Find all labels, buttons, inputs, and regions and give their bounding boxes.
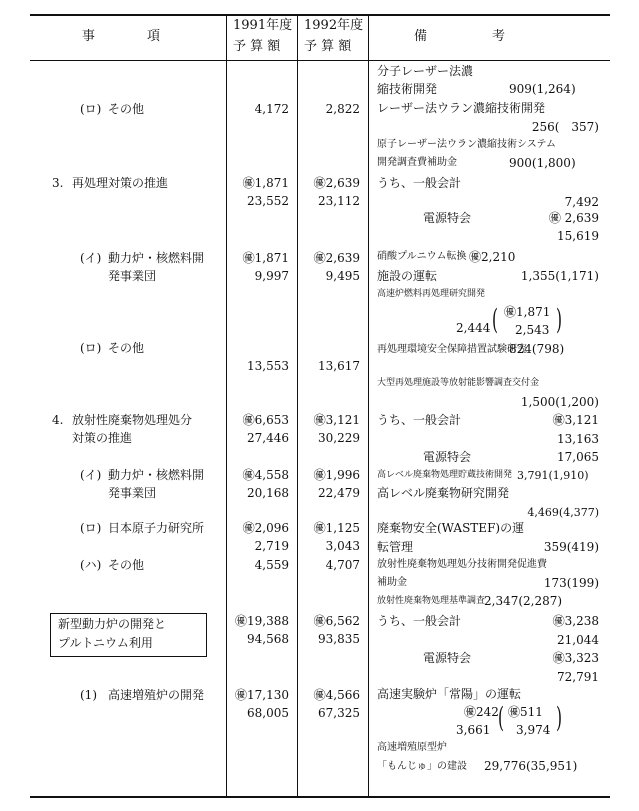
- note-text: 廃棄物安全(WASTEF)の運: [377, 521, 525, 535]
- item-label: その他: [108, 341, 145, 355]
- note-value: 1,355(1,171): [520, 269, 599, 283]
- note-text: 開発調査費補助金: [377, 157, 457, 168]
- note-text: 高速実験炉「常陽」の運転: [377, 687, 522, 701]
- value-1992-protected: ㊝2,639: [313, 176, 360, 190]
- value-1992-protected: ㊝1,125: [313, 521, 360, 535]
- note-value: 21,044: [557, 633, 599, 647]
- note-value: 17,065: [557, 450, 599, 464]
- note-text: 高速増殖原型炉: [377, 742, 447, 753]
- note-value: 359(419): [543, 540, 599, 554]
- value-1991: 9,997: [254, 269, 289, 283]
- note-text: 放射性廃棄物処理基準調査: [377, 596, 486, 606]
- note-value: 4,469(4,377): [527, 506, 599, 519]
- value-1991: 4,559: [254, 558, 289, 572]
- header-bottom-rule: [30, 60, 610, 61]
- note-text: 電源特会: [423, 651, 472, 665]
- note-text: 高レベル廃棄物研究開発: [377, 486, 510, 500]
- section-heading: 新型動力炉の開発と: [58, 617, 167, 631]
- value-1991: 2,719: [254, 539, 289, 553]
- note-value: 909(1,264): [509, 82, 576, 96]
- note-value-protected: ㊝511: [508, 705, 543, 719]
- value-1992: 2,822: [325, 102, 360, 116]
- note-text: 縮技術開発: [377, 82, 438, 96]
- item-mark: (ハ): [80, 558, 102, 572]
- value-1991-protected: ㊝17,130: [235, 688, 289, 702]
- value-1992-protected: ㊝6,562: [313, 614, 360, 628]
- value-1991-protected: ㊝6,653: [242, 413, 289, 427]
- note-text: 分子レーザー法濃: [377, 64, 474, 78]
- note-value: 1,500(1,200): [520, 395, 599, 409]
- note-value: 15,619: [557, 229, 599, 243]
- value-1992: 9,495: [325, 269, 360, 283]
- item-label: 発事業団: [108, 486, 157, 500]
- column-divider-notes: [368, 14, 369, 797]
- value-1991-protected: ㊝1,871: [242, 251, 289, 265]
- item-mark: (ロ): [80, 102, 102, 116]
- value-1991: 23,552: [247, 194, 289, 208]
- note-value: 7,492: [564, 195, 599, 209]
- note-value-protected: ㊝3,238: [552, 614, 599, 628]
- item-mark: (イ): [80, 251, 102, 265]
- bracket-open: (: [498, 701, 505, 734]
- note-text: 転管理: [377, 540, 414, 554]
- item-label: 発事業団: [108, 269, 157, 283]
- value-1992-protected: ㊝3,121: [313, 413, 360, 427]
- value-1991-protected: ㊝19,388: [235, 614, 289, 628]
- value-1991: 20,168: [247, 486, 289, 500]
- note-text: レーザー法ウラン濃縮技術開発: [377, 101, 546, 115]
- note-text: 再処理環境安全保障措置試験研究: [377, 344, 527, 355]
- value-1992: 93,835: [318, 632, 360, 646]
- note-value: 256( 357): [531, 120, 599, 134]
- note-value: ㊝ 2,639: [548, 211, 599, 225]
- note-value: 824(798): [509, 342, 565, 356]
- item-label: その他: [108, 102, 145, 116]
- note-text: 「もんじゅ」の建設: [377, 761, 467, 772]
- note-value: 3,661: [456, 723, 491, 737]
- item-mark: (1): [80, 688, 97, 702]
- note-text: 高レベル廃棄物処理貯蔵技術開発: [377, 470, 513, 480]
- note-value: 29,776(35,951): [484, 759, 578, 773]
- value-1992-protected: ㊝2,639: [313, 251, 360, 265]
- value-1991: 4,172: [254, 102, 289, 116]
- bracket-close: ): [556, 303, 563, 336]
- item-mark: 4.: [52, 413, 64, 427]
- note-value: 2,543: [515, 323, 550, 337]
- item-mark: (ロ): [80, 521, 102, 535]
- note-text: 原子レーザー法ウラン濃縮技術システム: [377, 139, 556, 150]
- value-1991: 94,568: [247, 632, 289, 646]
- note-value-protected: ㊝3,323: [552, 651, 599, 665]
- value-1991-protected: ㊝4,558: [242, 468, 289, 482]
- value-1992-protected: ㊝1,996: [313, 468, 360, 482]
- bracket-open: (: [492, 303, 499, 336]
- value-1991-protected: ㊝2,096: [242, 521, 289, 535]
- value-1992: 22,479: [318, 486, 360, 500]
- value-1991: 68,005: [247, 706, 289, 720]
- column-divider-1991: [226, 14, 227, 797]
- value-1992: 13,617: [318, 359, 360, 373]
- note-value: 3,791(1,910): [517, 469, 589, 482]
- note-value: 173(199): [543, 576, 599, 590]
- note-text: 施設の運転: [377, 269, 438, 283]
- item-label: 放射性廃棄物処理処分: [72, 413, 193, 427]
- note-text: 電源特会: [423, 211, 472, 225]
- value-1991-protected: ㊝1,871: [242, 176, 289, 190]
- note-value: 13,163: [557, 432, 599, 446]
- item-label: 対策の推進: [72, 431, 133, 445]
- header-notes: 備 考: [414, 29, 506, 44]
- column-divider-1992: [297, 14, 298, 797]
- value-1992: 3,043: [325, 539, 360, 553]
- item-mark: (イ): [80, 468, 102, 482]
- note-value: 72,791: [557, 670, 599, 684]
- item-mark: (ロ): [80, 341, 102, 355]
- table-top-rule: [30, 14, 610, 16]
- note-value: ㊝2,210: [469, 250, 516, 264]
- header-1991-line1: 1991年度: [233, 18, 293, 33]
- note-value-protected: ㊝242: [464, 705, 499, 719]
- note-text: うち、一般会計: [377, 614, 462, 628]
- header-1991-line2: 予 算 額: [233, 39, 281, 54]
- header-1992-line2: 予 算 額: [304, 39, 352, 54]
- note-value: 2,347(2,287): [484, 594, 563, 608]
- note-value: 3,974: [516, 723, 551, 737]
- value-1992: 4,707: [325, 558, 360, 572]
- item-label: 動力炉・核燃料開: [108, 468, 205, 482]
- value-1992-protected: ㊝4,566: [313, 688, 360, 702]
- item-label: 再処理対策の推進: [72, 176, 169, 190]
- note-text: 補助金: [377, 577, 407, 588]
- item-mark: 3.: [52, 176, 64, 190]
- note-text: 高速炉燃料再処理研究開発: [377, 289, 486, 299]
- header-1992-line1: 1992年度: [304, 18, 364, 33]
- note-text: 電源特会: [423, 450, 472, 464]
- value-1991: 13,553: [247, 359, 289, 373]
- item-label: その他: [108, 558, 145, 572]
- table-bottom-rule: [30, 796, 610, 798]
- note-text: うち、一般会計: [377, 413, 462, 427]
- section-heading: プルトニウム利用: [58, 636, 153, 650]
- value-1991: 27,446: [247, 431, 289, 445]
- note-value: 2,444: [456, 321, 491, 335]
- note-value: 900(1,800): [509, 156, 576, 170]
- value-1992: 23,112: [318, 194, 360, 208]
- note-text: うち、一般会計: [377, 176, 462, 190]
- note-value-protected: ㊝3,121: [552, 413, 599, 427]
- note-text: 硝酸プルニウム転換: [377, 251, 467, 262]
- item-label: 動力炉・核燃料開: [108, 251, 205, 265]
- item-label: 高速増殖炉の開発: [108, 688, 205, 702]
- bracket-close: ): [556, 701, 563, 734]
- item-label: 日本原子力研究所: [108, 521, 205, 535]
- value-1992: 67,325: [318, 706, 360, 720]
- header-item: 事 項: [82, 29, 161, 44]
- note-value-protected: ㊝1,871: [504, 305, 551, 319]
- value-1992: 30,229: [318, 431, 360, 445]
- note-text: 大型再処理施設等放射能影響調査交付金: [377, 378, 540, 388]
- note-text: 放射性廃棄物処理処分技術開発促進費: [377, 559, 547, 570]
